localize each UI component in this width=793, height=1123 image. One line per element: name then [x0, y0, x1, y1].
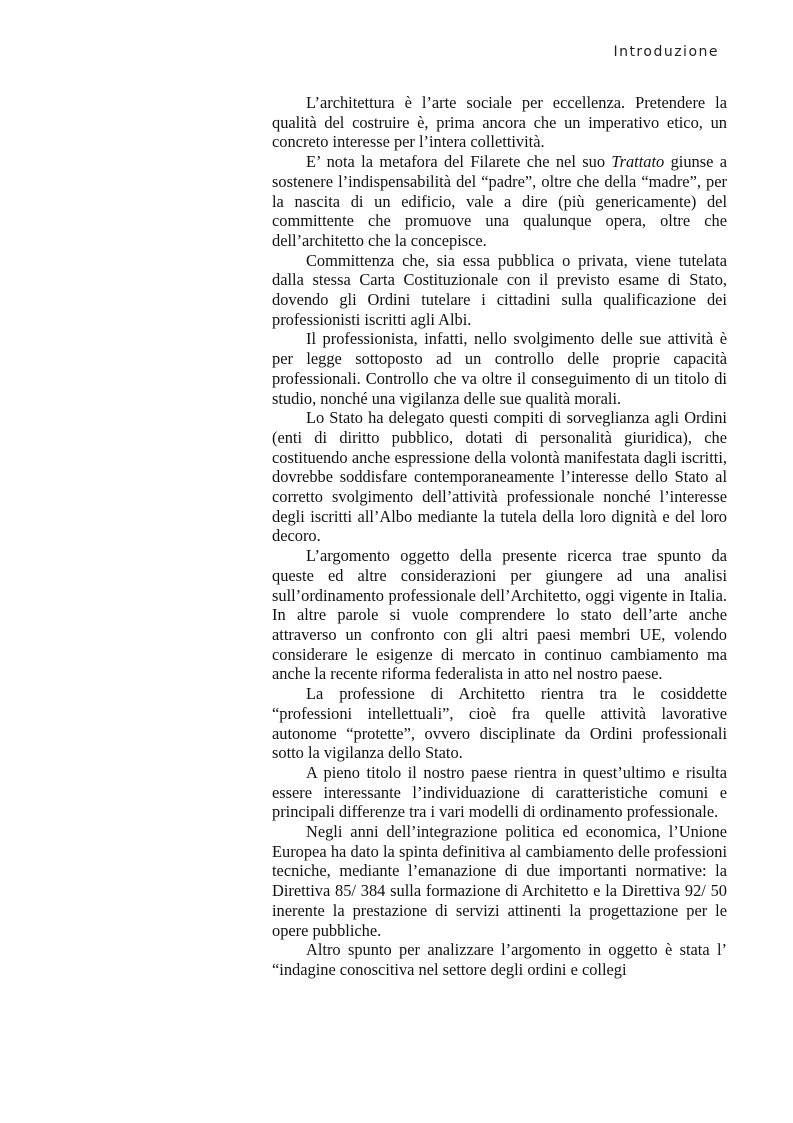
paragraph-2-start: E’ nota la metafora del Filarete che nel suo — [306, 152, 612, 172]
running-header: Introduzione — [613, 44, 719, 60]
paragraph-1: L’architettura è l’arte sociale per eccellenza. Pretendere la qualità del costruire è, prima ancora che un imperativo etico, un concreto interesse per l’intera collettività. — [272, 93, 727, 152]
paragraph-7: La professione di Architetto rientra tra le cosiddette “professioni intellettuali”, cioè fra quelle attività lavorative autonome “protette”, ovvero disciplinate da Ordini professionali sotto la vigilanza dello Stato. — [272, 684, 727, 763]
paragraph-3: Committenza che, sia essa pubblica o privata, viene tutelata dalla stessa Carta Costituzionale con il previsto esame di Stato, dovendo gli Ordini tutelare i cittadini sulla qualificazione dei professionisti iscritti agli Albi. — [272, 250, 727, 329]
paragraph-5: Lo Stato ha delegato questi compiti di sorveglianza agli Ordini (enti di diritto pubblico, dotati di personalità giuridica), che costituendo anche espressione della volontà manifestata dagli iscritti, dovrebbe soddisfare contemporaneamente l’interesse dello Stato al corretto svolgimento dell’attività professionale nonché l’interesse degli iscritti all’Albo mediante la tutela della loro dignità e del loro decoro. — [272, 408, 727, 546]
paragraph-4: Il professionista, infatti, nello svolgimento delle sue attività è per legge sottoposto ad un controllo delle proprie capacità professionali. Controllo che va oltre il conseguimento di un titolo di studio, nonché una vigilanza delle sue qualità morali. — [272, 329, 727, 408]
paragraph-10: Altro spunto per analizzare l’argomento in oggetto è stata l’ “indagine conoscitiva nel settore degli ordini e collegi — [272, 940, 727, 979]
paragraph-2-end: giunse a sostenere l’indispensabilità del “padre”, oltre che della “madre”, per la nascita di un edificio, vale a dire (più genericamente) del committente che promuove una qualunque opera, oltre che dell’architetto che la concepisce. — [272, 152, 727, 250]
body-text — [272, 93, 727, 980]
paragraph-8: A pieno titolo il nostro paese rientra in quest’ultimo e risulta essere interessante l’individuazione di caratteristiche comuni e principali differenze tra i vari modelli di ordinamento professionale. — [272, 762, 727, 822]
paragraph-9: Negli anni dell’integrazione politica ed economica, l’Unione Europea ha dato la spinta definitiva al cambiamento delle professioni tecniche, mediante l’emanazione di due importanti normative: la Direttiva 85/ 384 sulla formazione di Architetto e la Direttiva 92/ 50 inerente la prestazione di servizi attinenti la progettazione per le opere pubbliche. — [272, 822, 727, 940]
paragraph-2 — [272, 152, 727, 251]
paragraph-6: L’argomento oggetto della presente ricerca trae spunto da queste ed altre considerazioni per giungere ad una analisi sull’ordinamento professionale dell’Architetto, oggi vigente in Italia. In altre parole si vuole comprendere lo stato dell’arte anche attraverso un confronto con gli altri paesi membri UE, volendo considerare le esigenze di mercato in continuo cambiamento ma anche la recente riforma federalista in atto nel nostro paese. — [272, 546, 727, 684]
italic-title: Trattato — [611, 152, 665, 172]
